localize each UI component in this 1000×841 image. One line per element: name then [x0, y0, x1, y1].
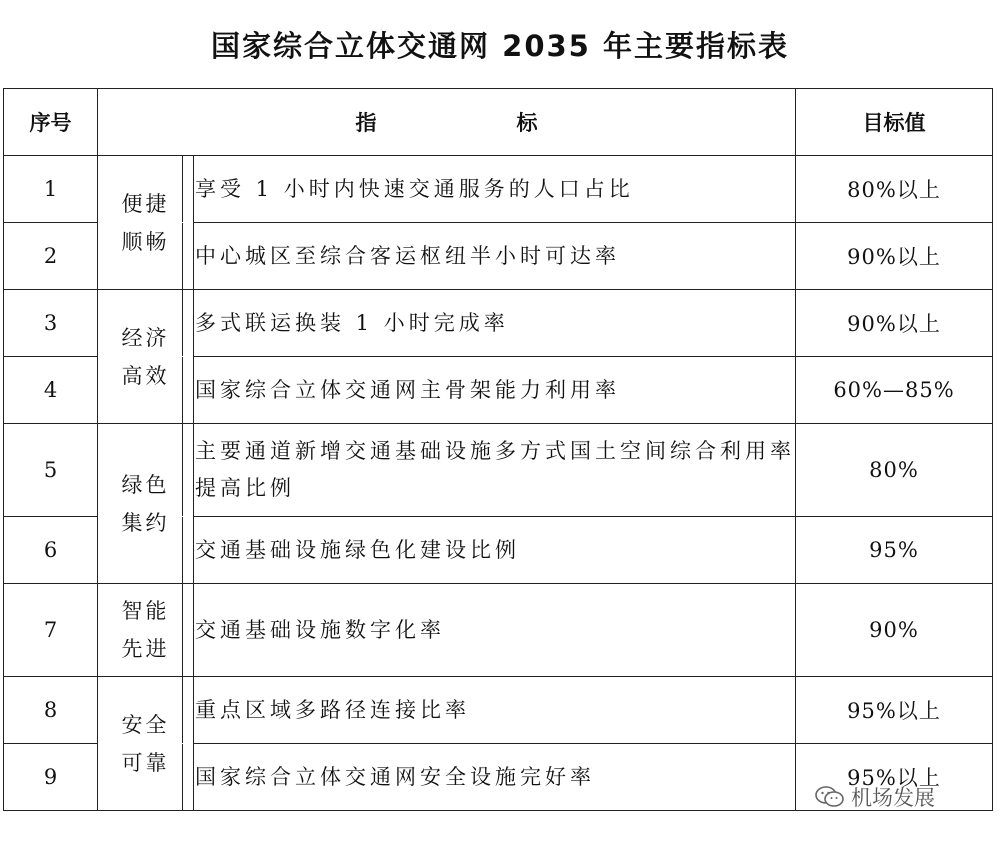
target-value: 90%以上 [796, 290, 993, 357]
table-title: 国家综合立体交通网 2035 年主要指标表 [211, 29, 789, 63]
category-label: 安全 可靠 [121, 712, 170, 775]
category-cell [98, 156, 194, 290]
table-row [4, 584, 993, 677]
indicator-text: 多式联运换装 1 小时完成率 [182, 290, 795, 356]
indicator-text: 交通基础设施绿色化建设比例 [182, 517, 795, 583]
indicator-table [3, 88, 993, 811]
row-number: 9 [4, 744, 98, 811]
row-number: 3 [4, 290, 98, 357]
row-number: 1 [4, 156, 98, 223]
row-number: 8 [4, 677, 98, 744]
wechat-icon [815, 785, 845, 809]
indicator-cell [194, 424, 796, 517]
target-value: 60%—85% [796, 357, 993, 424]
category-label: 智能 先进 [121, 599, 170, 661]
category-label: 经济 高效 [121, 325, 170, 388]
indicator-cell [194, 156, 796, 223]
indicator-cell [194, 223, 796, 290]
row-number: 4 [4, 357, 98, 424]
indicator-text: 主要通道新增交通基础设施多方式国土空间综合利用率提高比例 [182, 424, 795, 516]
row-number: 5 [4, 424, 98, 517]
watermark [815, 782, 935, 812]
category-cell [98, 424, 194, 584]
indicator-text: 国家综合立体交通网安全设施完好率 [182, 744, 795, 810]
target-value: 90%以上 [796, 223, 993, 290]
indicator-text: 享受 1 小时内快速交通服务的人口占比 [182, 156, 795, 222]
category-cell [98, 290, 194, 424]
indicator-text: 重点区域多路径连接比率 [182, 677, 795, 743]
category-cell [98, 584, 194, 677]
category-label: 便捷 顺畅 [121, 191, 170, 254]
indicator-text: 交通基础设施数字化率 [182, 584, 795, 676]
indicator-cell [194, 584, 796, 677]
indicator-cell [194, 677, 796, 744]
target-value: 95%以上 [796, 744, 993, 811]
header-row [4, 89, 993, 156]
indicator-cell [194, 744, 796, 811]
table-row [4, 156, 993, 223]
indicator-cell [194, 290, 796, 357]
target-value: 95%以上 [796, 677, 993, 744]
indicator-cell [194, 357, 796, 424]
header-target: 目标值 [796, 89, 993, 156]
target-value: 95% [796, 517, 993, 584]
indicator-text: 国家综合立体交通网主骨架能力利用率 [182, 357, 795, 423]
target-value: 90% [796, 584, 993, 677]
target-value: 80% [796, 424, 993, 517]
watermark-text: 机场发展 [851, 786, 935, 810]
indicator-cell [194, 517, 796, 584]
row-number: 2 [4, 223, 98, 290]
table-row [4, 424, 993, 517]
category-cell [98, 677, 194, 811]
header-indicator: 指标 [98, 89, 796, 156]
target-value: 80%以上 [796, 156, 993, 223]
category-label: 绿色 集约 [121, 472, 170, 535]
row-number: 7 [4, 584, 98, 677]
row-number: 6 [4, 517, 98, 584]
header-no: 序号 [4, 89, 98, 156]
table-row [4, 677, 993, 744]
indicator-text: 中心城区至综合客运枢纽半小时可达率 [182, 223, 795, 289]
table-row [4, 290, 993, 357]
